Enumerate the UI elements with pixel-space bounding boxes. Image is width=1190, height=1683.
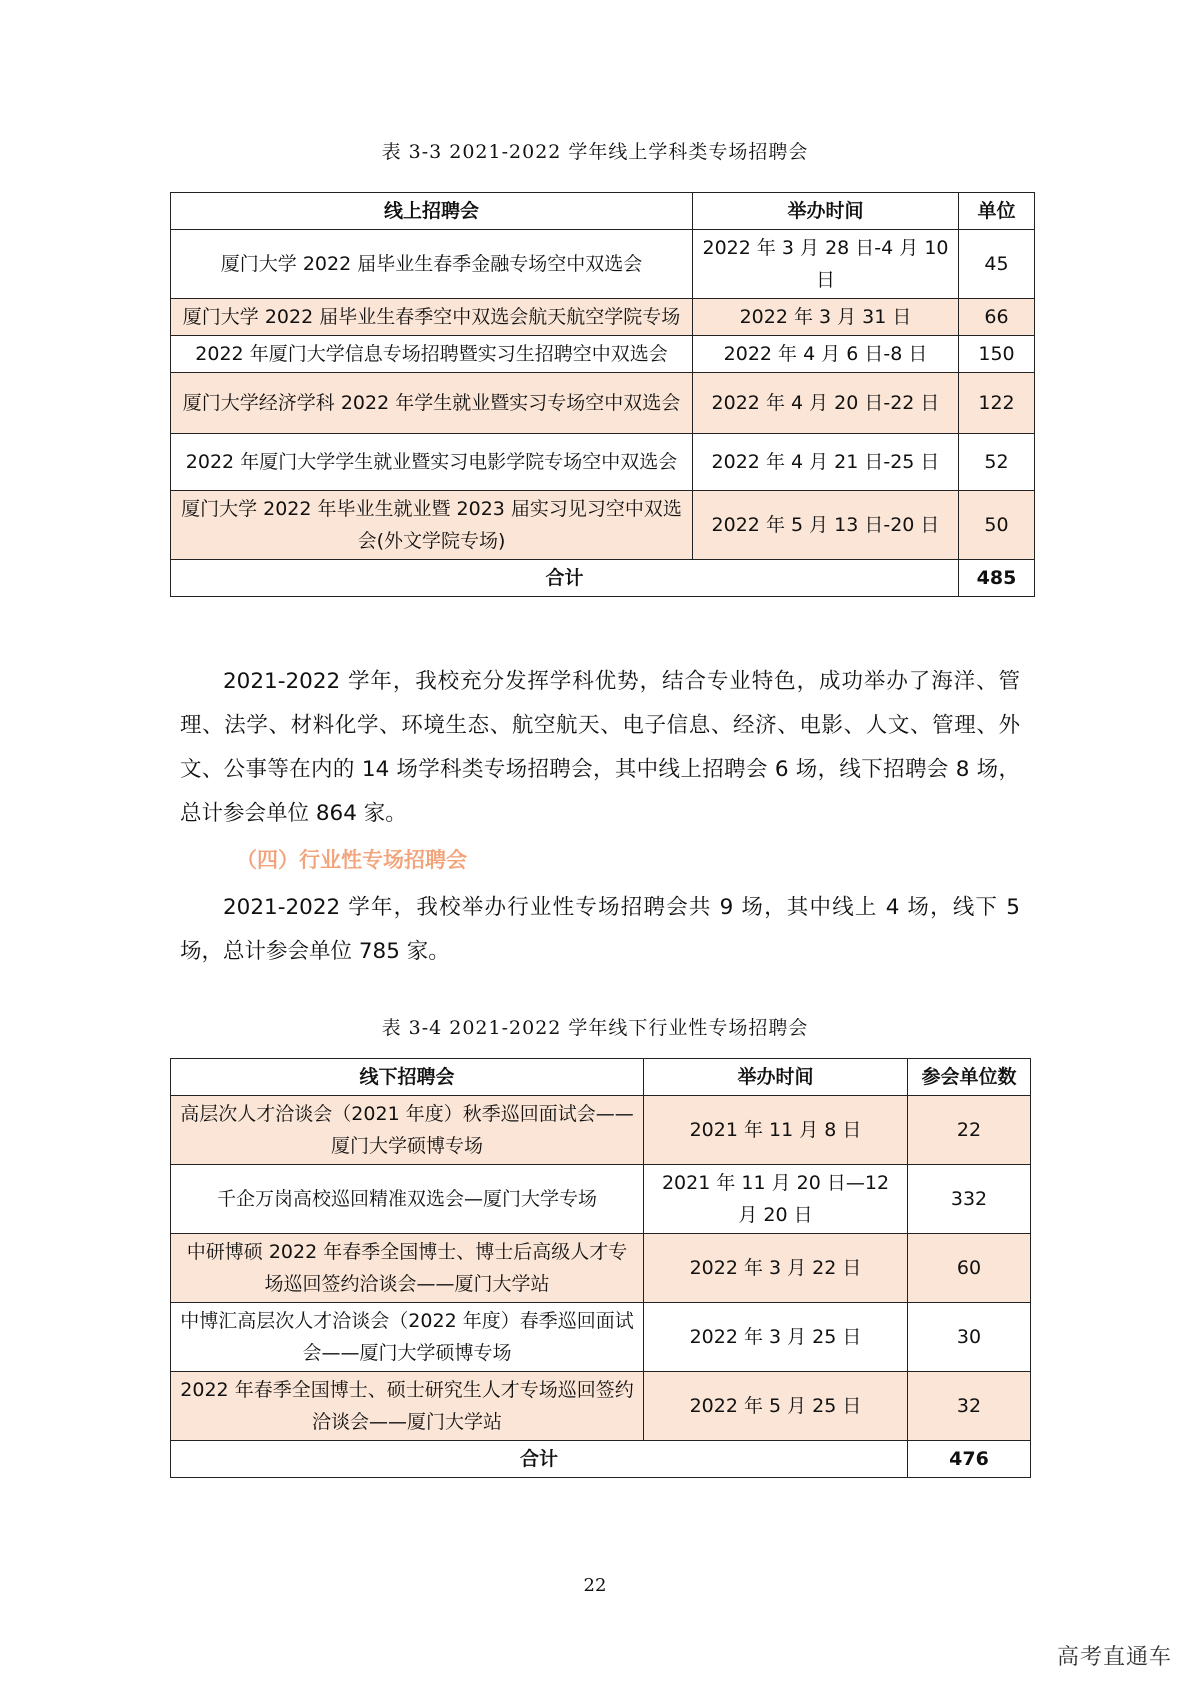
table1-cell-date: 2022 年 4 月 6 日-8 日 — [693, 336, 959, 373]
table1-header-row — [171, 193, 1035, 230]
table1-header-name: 线上招聘会 — [171, 193, 693, 230]
table1-cell-count: 52 — [959, 434, 1035, 491]
table1 — [170, 192, 1035, 597]
table1-cell-date: 2022 年 5 月 13 日-20 日 — [693, 491, 959, 560]
table2-cell-date: 2021 年 11 月 8 日 — [644, 1096, 908, 1165]
table1-header-date: 举办时间 — [693, 193, 959, 230]
table2-total-label: 合计 — [171, 1441, 908, 1478]
table2-cell-date: 2022 年 3 月 25 日 — [644, 1303, 908, 1372]
table1-cell-date: 2022 年 4 月 21 日-25 日 — [693, 434, 959, 491]
watermark: 高考直通车 — [1056, 1645, 1172, 1670]
table2-header-row — [171, 1059, 1031, 1096]
paragraph-1 — [180, 660, 1020, 836]
table1-cell-count: 50 — [959, 491, 1035, 560]
table1-cell-name: 厦门大学 2022 届毕业生春季空中双选会航天航空学院专场 — [171, 299, 693, 336]
table2-cell-name: 千企万岗高校巡回精准双选会—厦门大学专场 — [171, 1165, 644, 1234]
table2-cell-date: 2022 年 3 月 22 日 — [644, 1234, 908, 1303]
table2-cell-count: 30 — [908, 1303, 1031, 1372]
table1-cell-count: 122 — [959, 373, 1035, 434]
table1-cell-date: 2022 年 4 月 20 日-22 日 — [693, 373, 959, 434]
table-row — [171, 434, 1035, 491]
table2 — [170, 1058, 1031, 1478]
table1-cell-date: 2022 年 3 月 31 日 — [693, 299, 959, 336]
table1-cell-name: 2022 年厦门大学信息专场招聘暨实习生招聘空中双选会 — [171, 336, 693, 373]
paragraph-2-text: 2021-2022 学年，我校举办行业性专场招聘会共 9 场，其中线上 4 场，线下 5 场，总计参会单位 785 家。 — [180, 895, 1020, 964]
page-number: 22 — [583, 1575, 607, 1596]
table-row — [171, 230, 1035, 299]
table2-header-count: 参会单位数 — [908, 1059, 1031, 1096]
table1-cell-name: 厦门大学 2022 年毕业生就业暨 2023 届实习见习空中双选会(外文学院专场) — [171, 491, 693, 560]
table1-cell-count: 45 — [959, 230, 1035, 299]
paragraph-1-text: 2021-2022 学年，我校充分发挥学科优势，结合专业特色，成功举办了海洋、管理、法学、材料化学、环境生态、航空航天、电子信息、经济、电影、人文、管理、外文、公事等在内的 14 场学科类专场招聘会，其中线上招聘会 6 场，线下招聘会 8 场，总计参会单位 864 家。 — [180, 669, 1020, 826]
table1-cell-name: 厦门大学 2022 届毕业生春季金融专场空中双选会 — [171, 230, 693, 299]
table-row — [171, 491, 1035, 560]
table-row — [171, 1165, 1031, 1234]
paragraph-2 — [180, 886, 1020, 974]
table2-cell-name: 中研博硕 2022 年春季全国博士、博士后高级人才专场巡回签约洽谈会——厦门大学站 — [171, 1234, 644, 1303]
table2-cell-count: 22 — [908, 1096, 1031, 1165]
table2-caption: 表 3-4 2021-2022 学年线下行业性专场招聘会 — [381, 1017, 809, 1039]
table1-caption: 表 3-3 2021-2022 学年线上学科类专场招聘会 — [381, 141, 809, 163]
table2-cell-count: 60 — [908, 1234, 1031, 1303]
table2-header-date: 举办时间 — [644, 1059, 908, 1096]
table2-header-name: 线下招聘会 — [171, 1059, 644, 1096]
table2-cell-count: 32 — [908, 1372, 1031, 1441]
table-row — [171, 299, 1035, 336]
table2-cell-name: 高层次人才洽谈会（2021 年度）秋季巡回面试会——厦门大学硕博专场 — [171, 1096, 644, 1165]
table-row — [171, 373, 1035, 434]
table1-cell-count: 66 — [959, 299, 1035, 336]
table-row — [171, 1234, 1031, 1303]
table1-header-count: 单位 — [959, 193, 1035, 230]
table-row — [171, 336, 1035, 373]
section-heading: （四）行业性专场招聘会 — [236, 848, 467, 872]
table2-cell-name: 中博汇高层次人才洽谈会（2022 年度）春季巡回面试会——厦门大学硕博专场 — [171, 1303, 644, 1372]
table1-total-value: 485 — [959, 560, 1035, 597]
table-row — [171, 1303, 1031, 1372]
table2-cell-name: 2022 年春季全国博士、硕士研究生人才专场巡回签约洽谈会——厦门大学站 — [171, 1372, 644, 1441]
table1-cell-name: 2022 年厦门大学学生就业暨实习电影学院专场空中双选会 — [171, 434, 693, 491]
table1-total-row — [171, 560, 1035, 597]
table1-total-label: 合计 — [171, 560, 959, 597]
table2-cell-date: 2021 年 11 月 20 日—12 月 20 日 — [644, 1165, 908, 1234]
table2-total-row — [171, 1441, 1031, 1478]
table1-cell-name: 厦门大学经济学科 2022 年学生就业暨实习专场空中双选会 — [171, 373, 693, 434]
table1-cell-count: 150 — [959, 336, 1035, 373]
table-row — [171, 1096, 1031, 1165]
table2-cell-date: 2022 年 5 月 25 日 — [644, 1372, 908, 1441]
table-row — [171, 1372, 1031, 1441]
table1-cell-date: 2022 年 3 月 28 日-4 月 10 日 — [693, 230, 959, 299]
table2-cell-count: 332 — [908, 1165, 1031, 1234]
table2-total-value: 476 — [908, 1441, 1031, 1478]
